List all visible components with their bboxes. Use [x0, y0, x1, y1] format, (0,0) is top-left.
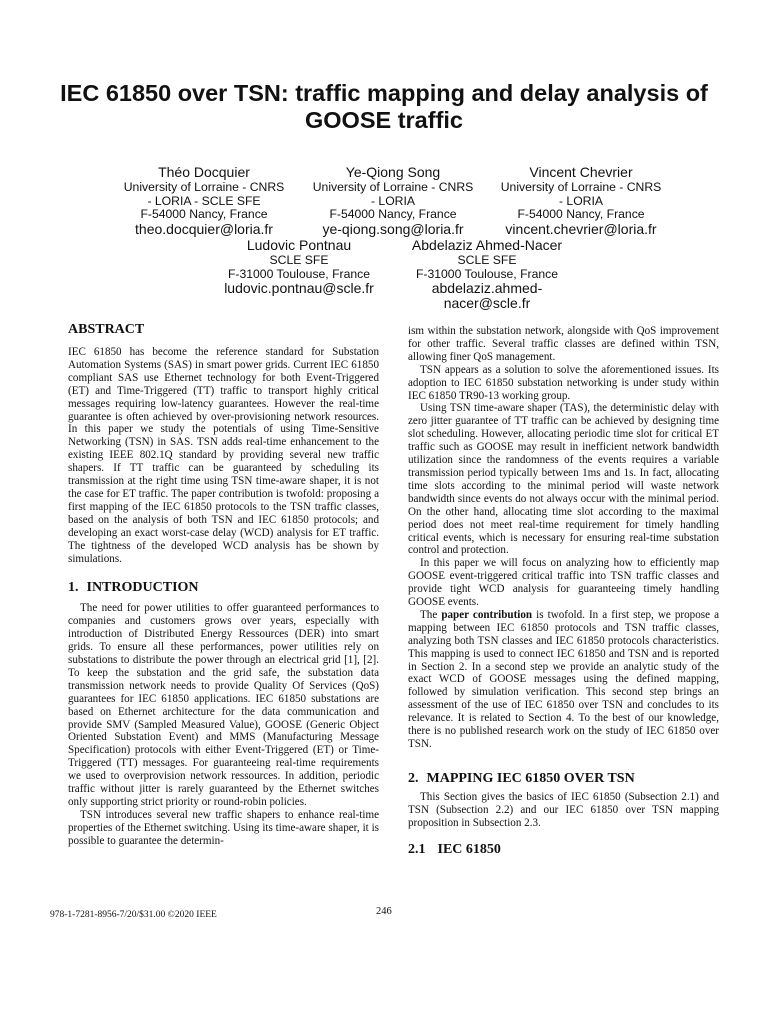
- paragraph: In this paper we will focus on analyzing how to efficiently map GOOSE event-triggered critical traffic into TSN traffic classes and provide tight WCD analysis for guaranteeing timely handling GOOSE events.: [408, 557, 719, 609]
- author-affiliation: University of Lorraine - CNRS: [500, 180, 662, 194]
- right-column: [408, 325, 719, 858]
- subsection-number: 2.1: [408, 841, 426, 857]
- author-address: F-54000 Nancy, France: [140, 207, 268, 222]
- author-address: F-31000 Toulouse, France: [227, 266, 371, 281]
- author-block-5: [387, 237, 587, 311]
- paragraph: Using TSN time-aware shaper (TAS), the deterministic delay with zero jitter guarantee of TT traffic can be achieved by designing time slot scheduling. However, allocating periodic time slot for critical ET traffic such as GOOSE may result in inefficient network bandwidth utilization since the randomness of the events requires a variable transmission period typically between 1ms and 1s. In fact, allocating time slots according to the minimal period will waste network bandwidth since events do not always occur with the minimal period. On the other hand, allocating time slot according to the maximal period does not meet real-time requirement for timely handling critical events, which is necessary for ensuring real-time substation control and protection.: [408, 402, 719, 557]
- author-address: F-54000 Nancy, France: [329, 207, 457, 222]
- abstract-text: IEC 61850 has become the reference standard for Substation Automation Systems (SAS) in smart power grids. Current IEC 61850 compliant SAS use Ethernet technology for both Event-Triggered (ET) and Time-Triggered (TT) traffic to transport highly critical messages requiring low-latency guarantees. However the real-time guarantee is often achieved by over-provisioning network resources. In this paper we study the potentials of using Time-Sensitive Networking (TSN) in SAS. TSN adds real-time enhancement to the existing IEEE 802.1Q standard by providing several new traffic shapers. If TT traffic can be guaranteed by scheduling its transmission at the right time using TSN time-aware shaper, it is not the case for ET traffic. The paper contribution is twofold: proposing a first mapping of the IEC 61850 protocols to the TSN traffic classes, based on the analysis of both TSN and IEC 61850 protocols; and developing an exact worst-case delay (WCD) analysis for ET traffic. The tightness of the developed WCD analysis has be shown by simulations.: [68, 346, 379, 565]
- section-title: MAPPING IEC 61850 OVER TSN: [426, 770, 635, 786]
- author-affiliation: - LORIA: [370, 193, 416, 208]
- author-block-4: [199, 237, 399, 296]
- author-name: Vincent Chevrier: [529, 164, 633, 180]
- author-email: ye-qiong.song@loria.fr: [322, 220, 464, 237]
- author-block-3: [481, 164, 681, 237]
- title-line-1: IEC 61850 over TSN: traffic mapping and delay analysis of: [60, 80, 708, 106]
- author-email: abdelaziz.ahmed-: [431, 280, 543, 297]
- section-number: 1.: [68, 580, 79, 596]
- section-heading: [408, 771, 719, 787]
- section-number: 2.: [408, 770, 419, 786]
- author-email: ludovic.pontnau@scle.fr: [224, 280, 374, 297]
- paragraph: This Section gives the basics of IEC 61850 (Subsection 2.1) and TSN (Subsection 2.2) and our IEC 61850 over TSN mapping proposition in Subsection 2.3.: [408, 790, 719, 829]
- author-affiliation: SCLE SFE: [457, 253, 517, 267]
- author-affiliation: - LORIA: [558, 193, 604, 208]
- page-number: 246: [376, 906, 392, 917]
- section-heading: [68, 580, 379, 596]
- section-title: INTRODUCTION: [86, 580, 199, 596]
- paragraph: The need for power utilities to offer guaranteed performances to companies and customers grows over years, especially with introduction of Distributed Energy Ressources (DER) into smart grids. To ensure all these performances, power utilities rely on substations to distribute the power through an electrical grid [1], [2]. To keep the substation and the grid safe, the substation data transmission network needs to provide Quality Of Services (QoS) guarantees for IEC 61850 applications. IEC 61850 substations are based on Ethernet architecture for the data communication and provide SMV (Sampled Measured Value), GOOSE (Generic Object Oriented Substation Event) and MMS (Manufacturing Message Specification) protocols with either Event-Triggered (ET) or Time-Triggered (TT) messages. For guaranteeing real-time requirements we used to overprovision network ressources. In addition, periodic traffic without jitter is rarely guaranteed by the Ethernet switches only supporting strict priority or round-robin policies.: [68, 602, 379, 808]
- author-name: Ye-Qiong Song: [345, 164, 441, 180]
- author-affiliation: - LORIA - SCLE SFE: [147, 193, 261, 208]
- paragraph: TSN appears as a solution to solve the aforementioned issues. Its adoption to IEC 61850 substation networking is under study within IEC 61850 TR90-13 working group.: [408, 363, 719, 402]
- subsection-heading: [408, 842, 719, 858]
- footer-copyright: 978-1-7281-8956-7/20/$31.00 ©2020 IEEE: [50, 910, 217, 920]
- author-name: Théo Docquier: [158, 164, 250, 180]
- title-line-2: GOOSE traffic: [304, 107, 463, 133]
- author-address: F-31000 Toulouse, France: [415, 266, 559, 281]
- author-block-2: [293, 164, 493, 237]
- author-affiliation: University of Lorraine - CNRS: [312, 180, 474, 194]
- subsection-title: IEC 61850: [437, 841, 501, 857]
- author-email: nacer@scle.fr: [443, 295, 531, 312]
- paper-title: [40, 80, 728, 134]
- author-address: F-54000 Nancy, France: [517, 207, 645, 222]
- author-block-1: [104, 164, 304, 237]
- emphasis: paper contribution: [441, 608, 533, 621]
- text-run: The: [420, 608, 442, 621]
- author-email: vincent.chevrier@loria.fr: [505, 220, 657, 237]
- paragraph: ism within the substation network, alongside with QoS improvement for other traffic. Several traffic classes are defined within TSN, allowing finer QoS management.: [408, 325, 719, 363]
- author-name: Ludovic Pontnau: [246, 237, 352, 253]
- author-email: theo.docquier@loria.fr: [135, 220, 273, 237]
- paragraph: TSN introduces several new traffic shapers to enhance real-time properties of the Ethernet switching. Using its time-aware shaper, it is possible to guarantee the determin-: [68, 808, 379, 847]
- author-name: Abdelaziz Ahmed-Nacer: [411, 237, 563, 253]
- left-column: [68, 322, 379, 848]
- paragraph: [408, 609, 719, 751]
- text-run: is twofold. In a first step, we propose a mapping between IEC 61850 protocols and TSN traffic classes, analyzing both TSN classes and IEC 61850 protocols characteristics. This mapping is used to connect IEC 61850 and TSN and is reported in Section 2. In a second step we provide an analytic study of the exact WCD of GOOSE messages using the defined mapping, followed by simulation verification. This second step brings an assessment of the use of IEC 61850 over TSN and concludes to its relevance. It is related to Section 4. To the best of our knowledge, there is no published research work on the study of IEC 61850 over TSN.: [408, 608, 719, 750]
- author-affiliation: SCLE SFE: [269, 253, 329, 267]
- author-affiliation: University of Lorraine - CNRS: [123, 180, 285, 194]
- abstract-heading: ABSTRACT: [68, 322, 145, 337]
